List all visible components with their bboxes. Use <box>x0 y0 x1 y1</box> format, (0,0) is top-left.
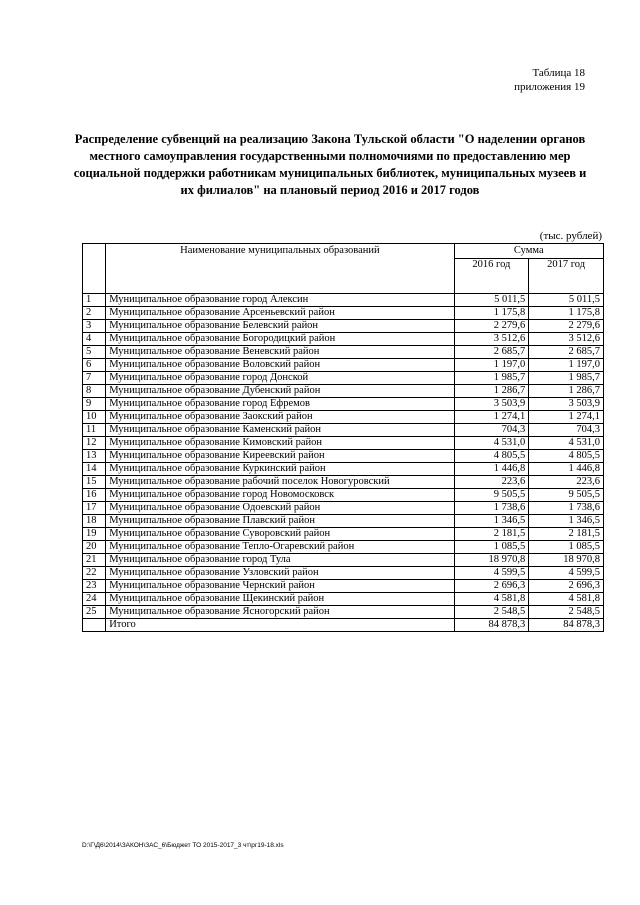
table-row <box>83 294 604 307</box>
row-2016: 1 286,7 <box>454 385 529 398</box>
title-line: Распределение субвенций на реализацию Закона Тульской области "О наделении органов <box>74 132 586 146</box>
table-row <box>83 567 604 580</box>
row-2016: 1 274,1 <box>454 411 529 424</box>
row-2016: 2 279,6 <box>454 320 529 333</box>
row-2017: 223,6 <box>529 476 604 489</box>
row-name: Муниципальное образование рабочий поселок Новогуровский <box>106 476 454 489</box>
row-2016: 2 181,5 <box>454 528 529 541</box>
table-row <box>83 541 604 554</box>
table-row <box>83 437 604 450</box>
row-2016: 1 985,7 <box>454 372 529 385</box>
row-2016: 2 696,3 <box>454 580 529 593</box>
row-2016: 223,6 <box>454 476 529 489</box>
table-row <box>83 333 604 346</box>
row-2017: 704,3 <box>529 424 604 437</box>
total-label: Итого <box>106 619 454 632</box>
table-row <box>83 463 604 476</box>
row-2016: 4 581,8 <box>454 593 529 606</box>
row-name: Муниципальное образование город Ефремов <box>106 398 454 411</box>
row-2017: 4 599,5 <box>529 567 604 580</box>
row-name: Муниципальное образование Заокский район <box>106 411 454 424</box>
row-name: Муниципальное образование Кимовский район <box>106 437 454 450</box>
table-row <box>83 385 604 398</box>
row-2017: 2 696,3 <box>529 580 604 593</box>
row-name: Муниципальное образование Веневский район <box>106 346 454 359</box>
row-2016: 18 970,8 <box>454 554 529 567</box>
title-line: их филиалов" на плановый период 2016 и 2017 годов <box>180 183 480 197</box>
table-row <box>83 476 604 489</box>
row-number: 22 <box>83 567 106 580</box>
row-number: 2 <box>83 307 106 320</box>
row-number: 16 <box>83 489 106 502</box>
row-2017: 2 548,5 <box>529 606 604 619</box>
table-row <box>83 502 604 515</box>
row-2016: 1 085,5 <box>454 541 529 554</box>
row-2016: 1 346,5 <box>454 515 529 528</box>
row-name: Муниципальное образование Богородицкий район <box>106 333 454 346</box>
row-number: 23 <box>83 580 106 593</box>
row-number: 19 <box>83 528 106 541</box>
row-2017: 1 286,7 <box>529 385 604 398</box>
row-number: 1 <box>83 294 106 307</box>
row-name: Муниципальное образование Киреевский район <box>106 450 454 463</box>
file-path: D:\Г\Д6\2014\ЗАКОН\ЗАС_6\Бюджет ТО 2015-2017_3 чт\рг19-18.xls <box>82 842 284 849</box>
table-row <box>83 489 604 502</box>
row-name: Муниципальное образование Чернский район <box>106 580 454 593</box>
table-row <box>83 450 604 463</box>
header-name: Наименование муниципальных образований <box>106 244 454 294</box>
row-2017: 1 274,1 <box>529 411 604 424</box>
row-2016: 3 512,6 <box>454 333 529 346</box>
row-name: Муниципальное образование Узловский район <box>106 567 454 580</box>
row-2016: 4 531,0 <box>454 437 529 450</box>
row-name: Муниципальное образование Тепло-Огаревский район <box>106 541 454 554</box>
row-2017: 1 346,5 <box>529 515 604 528</box>
row-2016: 4 599,5 <box>454 567 529 580</box>
row-2017: 3 512,6 <box>529 333 604 346</box>
units-label: (тыс. рублей) <box>539 230 602 242</box>
table-row <box>83 359 604 372</box>
row-2017: 9 505,5 <box>529 489 604 502</box>
table-row <box>83 515 604 528</box>
row-name: Муниципальное образование Куркинский район <box>106 463 454 476</box>
row-number: 12 <box>83 437 106 450</box>
row-name: Муниципальное образование Воловский район <box>106 359 454 372</box>
row-2016: 3 503,9 <box>454 398 529 411</box>
table-row <box>83 372 604 385</box>
row-number: 13 <box>83 450 106 463</box>
row-2017: 3 503,9 <box>529 398 604 411</box>
total-2016: 84 878,3 <box>454 619 529 632</box>
row-number: 8 <box>83 385 106 398</box>
total-2017: 84 878,3 <box>529 619 604 632</box>
row-number: 20 <box>83 541 106 554</box>
table-number: Таблица 18 <box>532 67 585 79</box>
row-name: Муниципальное образование Ясногорский район <box>106 606 454 619</box>
row-name: Муниципальное образование Щекинский район <box>106 593 454 606</box>
row-2017: 2 279,6 <box>529 320 604 333</box>
table-row <box>83 424 604 437</box>
table-row <box>83 346 604 359</box>
row-name: Муниципальное образование Одоевский район <box>106 502 454 515</box>
table-row <box>83 411 604 424</box>
row-name: Муниципальное образование город Донской <box>106 372 454 385</box>
row-2017: 5 011,5 <box>529 294 604 307</box>
table-row <box>83 554 604 567</box>
row-2017: 2 181,5 <box>529 528 604 541</box>
row-name: Муниципальное образование Плавский район <box>106 515 454 528</box>
row-number: 25 <box>83 606 106 619</box>
table-row <box>83 593 604 606</box>
table-body <box>83 294 604 632</box>
row-name: Муниципальное образование Каменский район <box>106 424 454 437</box>
row-2017: 4 531,0 <box>529 437 604 450</box>
row-2017: 4 805,5 <box>529 450 604 463</box>
row-2016: 5 011,5 <box>454 294 529 307</box>
row-name: Муниципальное образование Белевский район <box>106 320 454 333</box>
row-2016: 1 197,0 <box>454 359 529 372</box>
row-2017: 1 085,5 <box>529 541 604 554</box>
table-row <box>83 307 604 320</box>
row-2016: 704,3 <box>454 424 529 437</box>
total-number <box>83 619 106 632</box>
table-caption <box>514 66 585 94</box>
row-number: 15 <box>83 476 106 489</box>
row-name: Муниципальное образование Дубенский район <box>106 385 454 398</box>
table-row <box>83 606 604 619</box>
row-2017: 1 738,6 <box>529 502 604 515</box>
header-2017: 2017 год <box>529 259 604 294</box>
subsidy-table <box>82 243 604 632</box>
row-2016: 2 685,7 <box>454 346 529 359</box>
document-title <box>60 131 600 199</box>
row-2017: 1 197,0 <box>529 359 604 372</box>
title-line: местного самоуправления государственными полномочиями по предоставлению мер <box>89 149 571 163</box>
row-name: Муниципальное образование Суворовский район <box>106 528 454 541</box>
table-row <box>83 320 604 333</box>
row-2017: 4 581,8 <box>529 593 604 606</box>
row-2017: 1 175,8 <box>529 307 604 320</box>
row-number: 9 <box>83 398 106 411</box>
row-2017: 1 985,7 <box>529 372 604 385</box>
header-sum: Сумма <box>454 244 603 259</box>
row-2016: 4 805,5 <box>454 450 529 463</box>
row-number: 6 <box>83 359 106 372</box>
row-name: Муниципальное образование Арсеньевский район <box>106 307 454 320</box>
row-2017: 2 685,7 <box>529 346 604 359</box>
row-number: 21 <box>83 554 106 567</box>
row-number: 18 <box>83 515 106 528</box>
row-2017: 18 970,8 <box>529 554 604 567</box>
table-row <box>83 580 604 593</box>
header-2016: 2016 год <box>454 259 529 294</box>
row-number: 11 <box>83 424 106 437</box>
row-number: 24 <box>83 593 106 606</box>
row-2016: 1 175,8 <box>454 307 529 320</box>
row-2016: 1 446,8 <box>454 463 529 476</box>
table-row <box>83 398 604 411</box>
row-number: 14 <box>83 463 106 476</box>
row-2016: 9 505,5 <box>454 489 529 502</box>
row-name: Муниципальное образование город Алексин <box>106 294 454 307</box>
title-line: социальной поддержки работникам муниципальных библиотек, муниципальных музеев и <box>73 166 587 180</box>
row-2017: 1 446,8 <box>529 463 604 476</box>
row-name: Муниципальное образование город Тула <box>106 554 454 567</box>
row-number: 17 <box>83 502 106 515</box>
row-number: 3 <box>83 320 106 333</box>
row-number: 10 <box>83 411 106 424</box>
total-row <box>83 619 604 632</box>
row-2016: 2 548,5 <box>454 606 529 619</box>
row-2016: 1 738,6 <box>454 502 529 515</box>
row-name: Муниципальное образование город Новомосковск <box>106 489 454 502</box>
appendix-number: приложения 19 <box>514 81 585 93</box>
row-number: 7 <box>83 372 106 385</box>
header-number <box>83 244 106 294</box>
table-row <box>83 528 604 541</box>
row-number: 4 <box>83 333 106 346</box>
row-number: 5 <box>83 346 106 359</box>
